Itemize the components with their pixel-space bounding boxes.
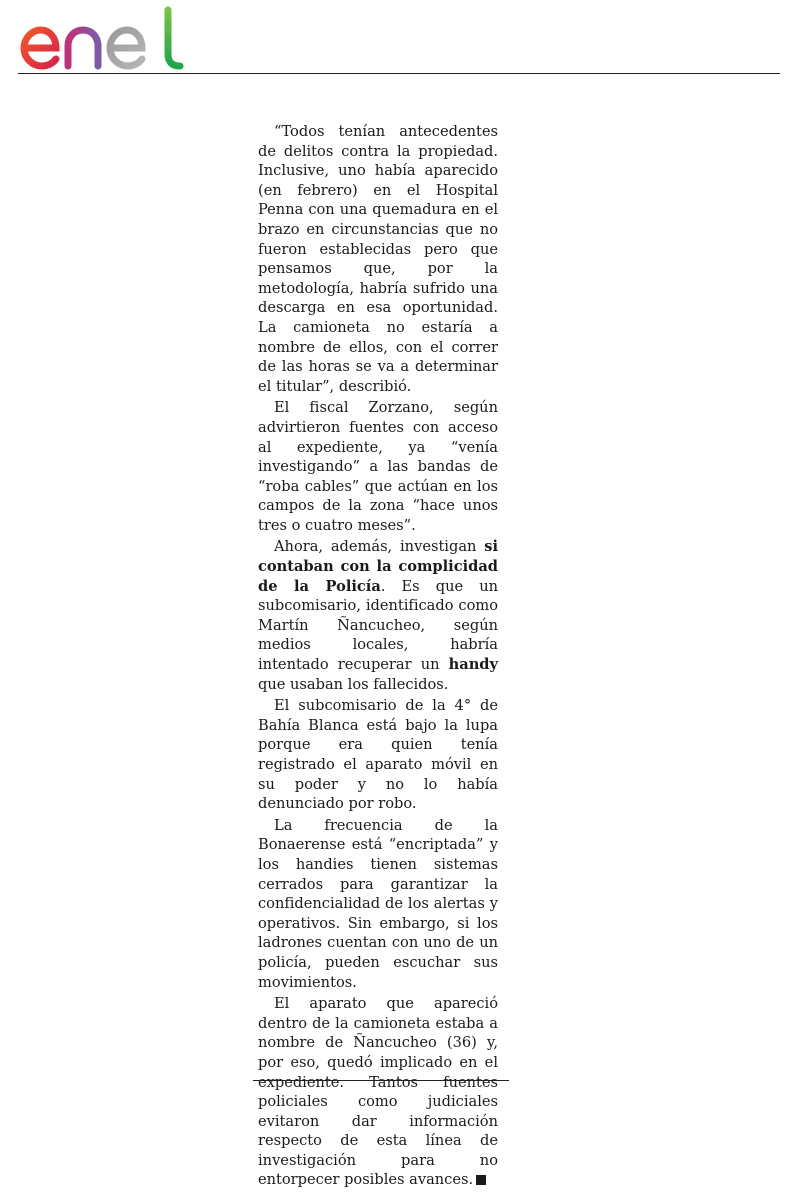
- footer-rule: [253, 1080, 509, 1081]
- paragraph-3-bold: si contaban con la complicidad de la Policía: [258, 538, 498, 595]
- paragraph-2: El fiscal Zorzano, según advirtieron fuentes con acceso al expediente, ya “venía investigando” a las bandas de “roba cables” que actúan en los campos de la zona “hace unos tres o cuatro meses”.: [258, 399, 498, 534]
- article-column: [258, 122, 498, 1192]
- header-rule: [18, 73, 780, 74]
- logo-letter-e: [24, 30, 56, 66]
- paragraph-3-text-a: Ahora, además, investigan: [274, 538, 485, 556]
- paragraph-4: El subcomisario de la 4° de Bahía Blanca está bajo la lupa porque era quien tenía registrado el aparato móvil en su poder y no lo había denunciado por robo.: [258, 697, 498, 813]
- logo-letter-e2: [110, 30, 142, 66]
- logo-letter-n: [68, 30, 98, 66]
- logo-letter-l: [168, 10, 180, 66]
- paragraph-3-text-b: . Es que un subcomisario, identificado como Martín Ñancucheo, según medios locales, habría intentado recuperar un: [258, 577, 498, 674]
- paragraph-3: [258, 537, 498, 694]
- end-of-article-mark: [476, 1175, 486, 1185]
- paragraph-3-bold-handy: handy: [448, 656, 498, 674]
- paragraph-1: “Todos tenían antecedentes de delitos contra la propiedad. Inclusive, uno había aparecido (en febrero) en el Hospital Penna con una quemadura en el brazo en circunstancias que no fueron establecidas pero que pensamos que, por la metodología, habría sufrido una descarga en esa oportunidad. La camioneta no estaría a nombre de ellos, con el correr de las horas se va a determinar el titular”, describió.: [258, 123, 498, 395]
- paragraph-6-text: El aparato que apareció dentro de la camioneta estaba a nombre de Ñancucheo (36) y, por eso, quedó implicado en el expediente. Tantos fuentes policiales como judiciales evitaron dar información respecto de esta línea de investigación para no entorpecer posibles avances.: [258, 995, 498, 1189]
- paragraph-3-text-c: que usaban los fallecidos.: [258, 675, 449, 693]
- enel-logo: [16, 4, 196, 74]
- paragraph-5: La frecuencia de la Bonaerense está “encriptada” y los handies tienen sistemas cerrados para garantizar la confidencialidad de los alertas y operativos. Sin embargo, si los ladrones cuentan con uno de un policía, pueden escuchar sus movimientos.: [258, 816, 498, 991]
- paragraph-6: [258, 994, 498, 1190]
